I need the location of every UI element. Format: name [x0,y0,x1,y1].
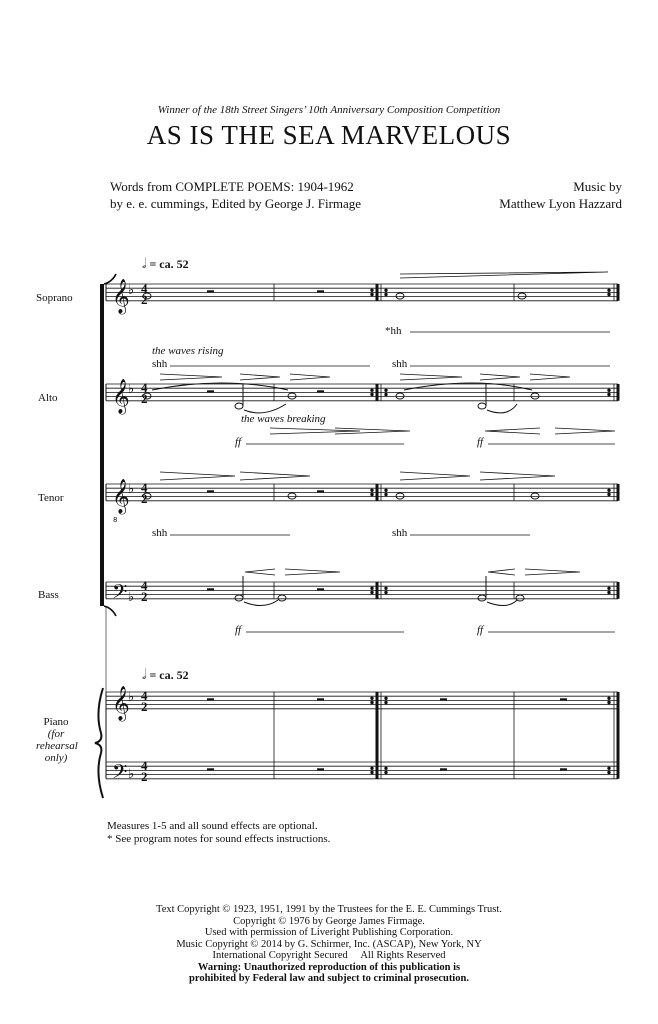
repeat-dot [385,701,387,703]
alto-ff-2: ff [477,436,484,448]
flat-icon: ♭ [128,382,135,397]
repeat-dot [371,393,373,395]
repeat-dot [371,493,373,495]
repeat-dot [608,393,610,395]
repeat-dot [608,767,610,769]
half-note-icon: 𝅗𝅥 [142,667,147,683]
time-signature-top: 4 [141,688,148,703]
repeat-dot [385,697,387,699]
whole-rest-icon [207,768,214,770]
repeat-dot [385,489,387,491]
time-signature-top: 4 [141,281,148,296]
repeat-dot [385,393,387,395]
soprano-staff [106,281,618,301]
whole-rest-icon [207,588,214,590]
repeat-dot [385,771,387,773]
stems-and-ties [150,296,532,606]
tempo-text: = ca. 52 [149,257,189,271]
piano-label-line-3: rehearsal [36,740,78,752]
repeat-dot [608,701,610,703]
time-signature-bottom: 2 [141,292,148,307]
repeat-dot [385,587,387,589]
flat-icon: ♭ [128,283,135,298]
repeat-dot [371,293,373,295]
repeat-dot [371,289,373,291]
piano-label-line-4: only) [44,752,68,764]
soprano-label: Soprano [36,292,73,304]
time-signature-bottom: 2 [141,699,148,714]
bass-clef-icon: 𝄢 [112,580,128,608]
copyright-warning-2: prohibited by Federal law and subject to criminal prosecution. [189,973,469,984]
repeat-dot [371,771,373,773]
repeat-dot [608,289,610,291]
repeat-dot [385,289,387,291]
repeat-dot [371,489,373,491]
octave-8-icon: 8 [113,516,118,524]
alto-ff-1: ff [235,436,242,448]
alto-label: Alto [38,392,58,404]
words-credit-line-2: by e. e. cummings, Edited by George J. Firmage [110,196,362,211]
page-title: AS IS THE SEA MARVELOUS [146,120,512,150]
copyright-line-4: Music Copyright © 2014 by G. Schirmer, Inc. (ASCAP), New York, NY [176,938,482,950]
performance-note-2: * See program notes for sound effects instructions. [107,833,331,845]
alto-staff [106,380,618,401]
copyright-line-5: International Copyright Secured All Rights Reserved [212,950,446,961]
time-signature-top: 4 [141,578,148,593]
repeat-dot [371,587,373,589]
performance-note-1: Measures 1-5 and all sound effects are optional. [107,820,318,832]
alto-waves-breaking: the waves breaking [241,413,326,425]
bass-clef-icon: 𝄢 [112,760,128,788]
hairpins [160,272,615,575]
piano-label-line-1: Piano [43,716,69,728]
repeat-dot [608,587,610,589]
half-note-icon: 𝅗𝅥 [142,256,147,272]
music-credit-line-2: Matthew Lyon Hazzard [499,196,622,211]
repeat-dot [385,389,387,391]
whole-rest-icon [440,768,447,770]
whole-rest-icon [560,698,567,700]
time-signature-bottom: 2 [141,589,148,604]
tempo-text: = ca. 52 [149,668,189,682]
treble-clef-icon: 𝄞 [112,686,130,721]
repeat-dot [608,389,610,391]
piano-lh-staff [106,758,618,779]
flat-icon: ♭ [128,590,135,605]
whole-rest-icon [317,768,324,770]
alto-waves-rising: the waves rising [152,345,224,357]
whole-rest-icon [560,768,567,770]
whole-rest-icon [207,698,214,700]
time-signature-bottom: 2 [141,491,148,506]
staff-lines [106,281,618,779]
time-signature-bottom: 2 [141,391,148,406]
bass-staff [106,578,618,599]
words-credit-line-1: Words from COMPLETE POEMS: 1904-1962 [110,179,354,194]
tenor-shh-1: shh [152,527,168,539]
repeat-dot [608,293,610,295]
piano-brace [95,688,103,798]
competition-line: Winner of the 18th Street Singers’ 10th Anniversary Composition Competition [157,104,501,116]
tenor-staff [106,480,618,501]
treble-clef-icon: 𝄞 [112,479,130,514]
tenor-label: Tenor [38,492,64,504]
bass-label: Bass [38,589,59,601]
whole-rest-icon [207,290,214,292]
repeat-dot [608,591,610,593]
flat-icon: ♭ [128,767,135,782]
whole-rest-icon [317,490,324,492]
copyright-block [0,904,658,985]
flat-icon: ♭ [128,482,135,497]
music-credit-line-1: Music by [573,179,622,194]
whole-rest-icon [440,698,447,700]
repeat-dot [371,591,373,593]
copyright-line-1: Text Copyright © 1923, 1951, 1991 by the Trustees for the E. E. Cummings Trust. [156,904,502,915]
repeat-dot [371,389,373,391]
repeat-dot [385,293,387,295]
whole-rest-icon [207,390,214,392]
noteheads [141,293,539,604]
repeat-dot [608,771,610,773]
bass-ff-2: ff [477,624,484,636]
time-signature-bottom: 2 [141,769,148,784]
whole-rest-icon [317,290,324,292]
whole-rest-icon [317,588,324,590]
performance-notes [107,820,330,846]
repeat-dot [608,489,610,491]
soprano-hh-marking: *hh [385,325,402,337]
piano-label-line-2: (for [47,728,65,740]
time-signature-top: 4 [141,380,148,395]
whole-rest-icon [317,698,324,700]
treble-clef-icon: 𝄞 [112,279,130,314]
extender-lines [170,332,615,632]
copyright-line-2: Copyright © 1976 by George James Firmage. [233,915,425,927]
repeat-dot [371,697,373,699]
alto-shh-2: shh [392,358,408,370]
whole-rest-icon [317,390,324,392]
treble-clef-icon: 𝄞 [112,379,130,414]
alto-shh-1: shh [152,358,168,370]
repeat-dot [608,697,610,699]
copyright-warning-1: Warning: Unauthorized reproduction of this publication is [197,961,461,973]
repeat-dot [371,767,373,769]
whole-rest-icon [207,490,214,492]
repeat-dot [608,493,610,495]
copyright-line-3: Used with permission of Liveright Publishing Corporation. [204,927,454,938]
repeat-dot [385,591,387,593]
time-signature-top: 4 [141,480,148,495]
tenor-shh-2: shh [392,527,408,539]
piano-rh-staff [106,688,618,709]
bass-ff-1: ff [235,624,242,636]
flat-icon: ♭ [128,690,135,705]
repeat-dot [371,701,373,703]
time-signature-top: 4 [141,758,148,773]
repeat-dot [385,767,387,769]
repeat-dot [385,493,387,495]
